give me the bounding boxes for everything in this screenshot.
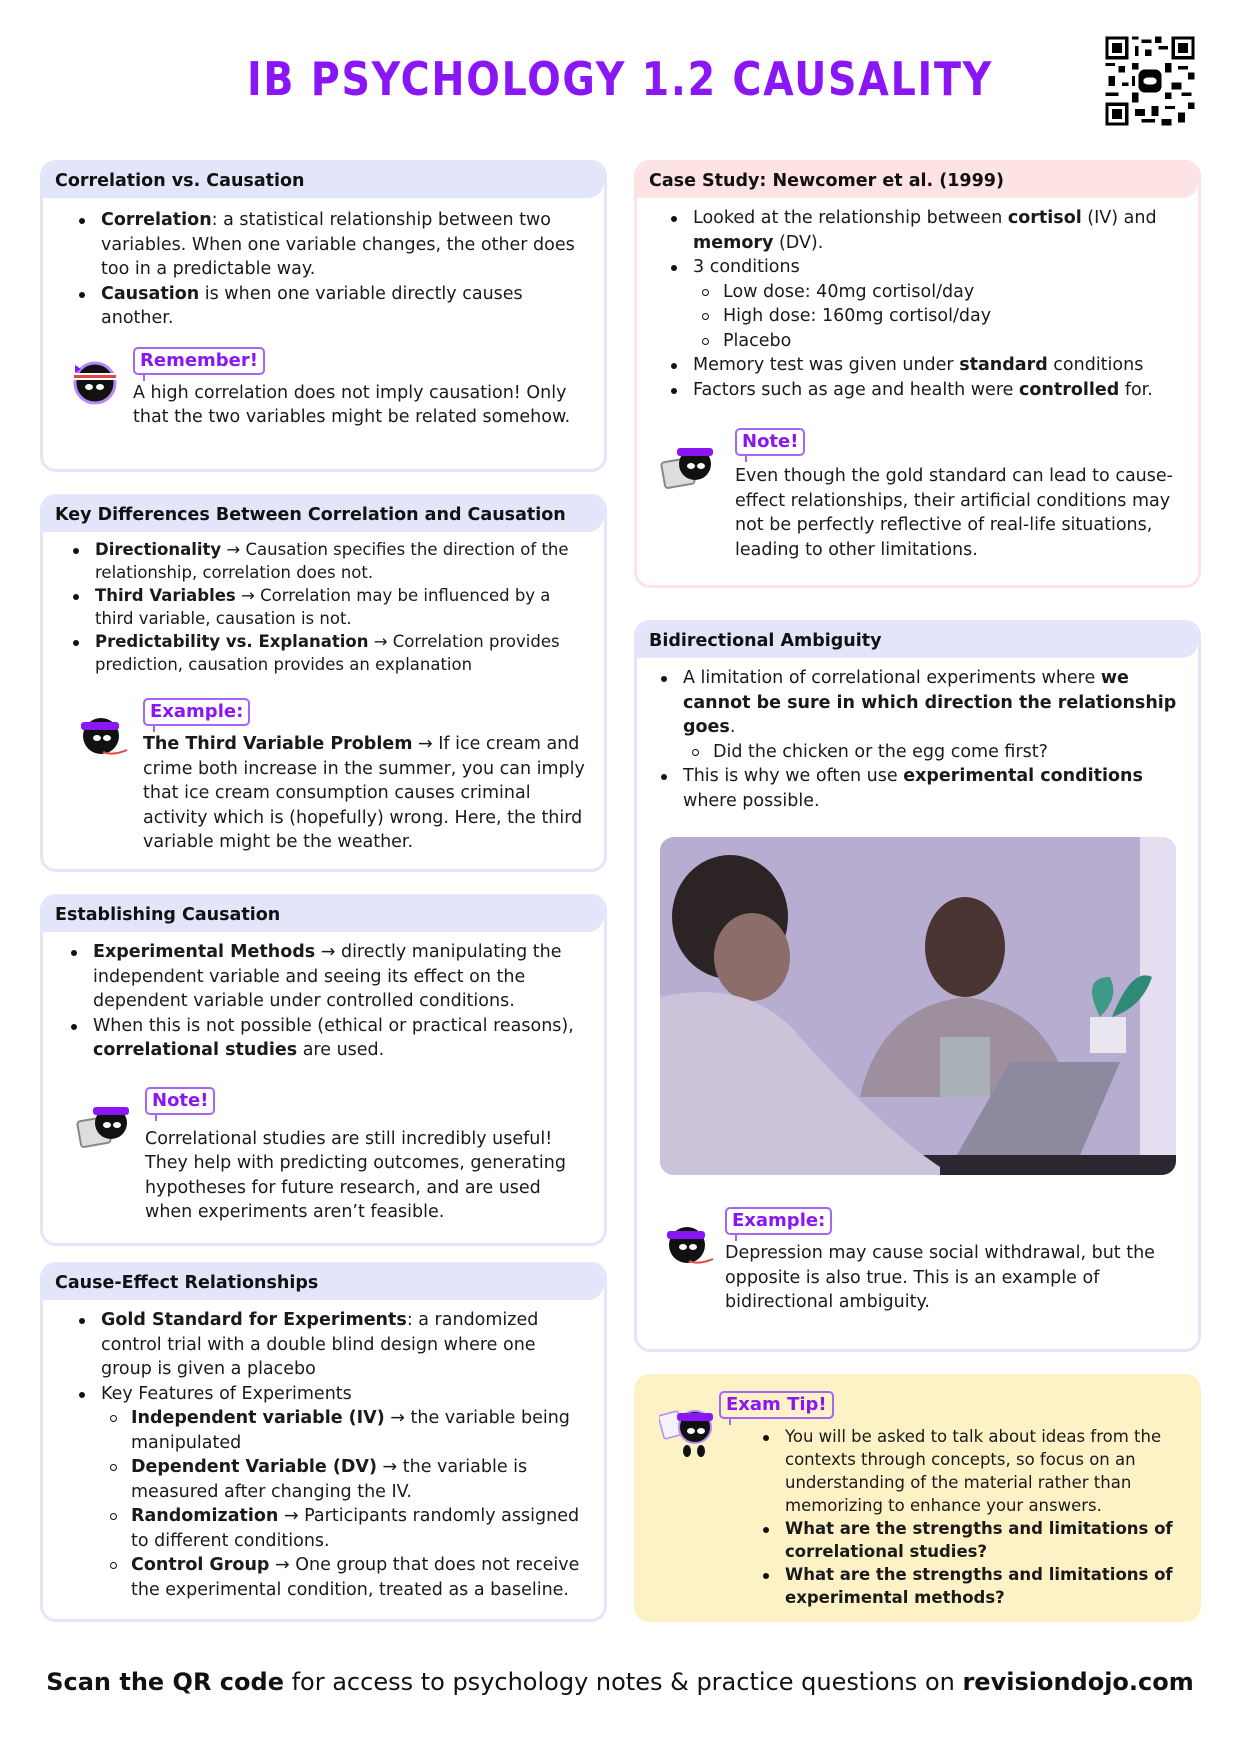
section-heading: Cause-Effect Relationships xyxy=(43,1265,604,1300)
list-item: A limitation of correlational experiments where we cannot be sure in which direction the relationship goes. Did the chicken or the egg come first? xyxy=(683,666,1182,764)
exam-tip-item: What are the strengths and limitations of experimental methods? xyxy=(785,1563,1198,1609)
section-heading: Key Differences Between Correlation and Causation xyxy=(43,497,604,532)
footer-website-link[interactable]: revisiondojo.com xyxy=(962,1668,1194,1696)
list-item: Predictability vs. Explanation → Correlation provides prediction, causation provides an explanation xyxy=(95,630,588,676)
callout-text: Even though the gold standard can lead to cause-effect relationships, their artificial conditions may not be perfectly reflective of real-life situations, leading to other limitations. xyxy=(735,466,1173,560)
remember-callout xyxy=(59,347,588,430)
ninja-mascot-icon xyxy=(659,434,719,496)
list-item: Looked at the relationship between cortisol (IV) and memory (DV). xyxy=(693,206,1182,255)
callout-tag: Note! xyxy=(145,1087,215,1115)
list-item: Third Variables → Correlation may be influenced by a third variable, causation is not. xyxy=(95,584,588,630)
sub-list-item: Independent variable (IV) → the variable being manipulated xyxy=(131,1406,588,1455)
ninja-mascot-icon xyxy=(75,1093,135,1155)
list-item: Causation is when one variable directly causes another. xyxy=(101,282,588,331)
card-cause-effect xyxy=(40,1262,607,1622)
list-item: Memory test was given under standard conditions xyxy=(693,353,1182,378)
exam-tip-item: You will be asked to talk about ideas from the contexts through concepts, so focus on an understanding of the material rather than memorizing to enhance your answers. xyxy=(785,1425,1198,1517)
footer-cta: Scan the QR code xyxy=(46,1668,284,1696)
sub-list-item: Control Group → One group that does not receive the experimental condition, treated as a baseline. xyxy=(131,1553,588,1602)
list-item: Factors such as age and health were controlled for. xyxy=(693,378,1182,403)
section-heading: Establishing Causation xyxy=(43,897,604,932)
sub-list-item: Dependent Variable (DV) → the variable is measured after changing the IV. xyxy=(131,1455,588,1504)
exam-tip-callout xyxy=(637,1391,1198,1609)
condition-item: Placebo xyxy=(723,329,1182,354)
card-establishing-causation xyxy=(40,894,607,1246)
callout-tag: Note! xyxy=(735,428,805,456)
example-callout xyxy=(653,1207,1182,1315)
callout-tag: Example: xyxy=(143,698,250,726)
callout-tag: Example: xyxy=(725,1207,832,1235)
condition-item: Low dose: 40mg cortisol/day xyxy=(723,280,1182,305)
card-key-differences xyxy=(40,494,607,872)
list-item: Key Features of Experiments Independent variable (IV) → the variable being manipulated Dependent Variable (DV) → the variable is measured after changing the IV. Randomization → Participants randomly assigned to different conditions. Control Group → One group that does not receive the experimental condition, treated as a baseline. xyxy=(101,1382,588,1603)
list-item: Correlation: a statistical relationship between two variables. When one variable changes, the other does too in a predictable way. xyxy=(101,208,588,282)
photo-scene xyxy=(660,837,1176,1175)
callout-text: The Third Variable Problem → If ice cream and crime both increase in the summer, you can imply that ice cream consumption causes criminal activity which is (hopefully) wrong. Here, the third variable might be the weather. xyxy=(143,734,585,852)
condition-item: High dose: 160mg cortisol/day xyxy=(723,304,1182,329)
section-heading: Bidirectional Ambiguity xyxy=(637,623,1198,658)
card-bidirectional-ambiguity xyxy=(634,620,1201,1352)
exam-tip-item: What are the strengths and limitations of correlational studies? xyxy=(785,1517,1198,1563)
callout-text: Correlational studies are still incredibly useful! They help with predicting outcomes, generating hypotheses for future research, and are used when experiments aren’t feasible. xyxy=(145,1128,566,1222)
page-title: IB PSYCHOLOGY 1.2 CAUSALITY xyxy=(246,52,994,106)
sub-list-item: Did the chicken or the egg come first? xyxy=(713,740,1182,765)
note-callout xyxy=(653,428,1182,562)
callout-tag: Remember! xyxy=(133,347,265,375)
illustration-photo xyxy=(660,837,1176,1175)
list-item: 3 conditions Low dose: 40mg cortisol/day High dose: 160mg cortisol/day Placebo xyxy=(693,255,1182,353)
card-exam-tip xyxy=(634,1374,1201,1622)
ninja-mascot-icon xyxy=(65,351,125,413)
ninja-mascot-icon xyxy=(659,1399,719,1461)
note-callout xyxy=(59,1087,588,1225)
qr-code[interactable] xyxy=(1102,33,1198,129)
list-item: Experimental Methods → directly manipulating the independent variable and seeing its effect on the dependent variable under controlled conditions. xyxy=(93,940,588,1014)
callout-text: A high correlation does not imply causation! Only that the two variables might be related somehow. xyxy=(133,382,571,427)
ninja-mascot-icon xyxy=(73,704,133,766)
card-correlation-vs-causation xyxy=(40,160,607,472)
section-heading: Case Study: Newcomer et al. (1999) xyxy=(637,163,1198,198)
callout-tag: Exam Tip! xyxy=(719,1391,834,1419)
section-heading: Correlation vs. Causation xyxy=(43,163,604,198)
card-case-study xyxy=(634,160,1201,588)
list-item: Directionality → Causation specifies the direction of the relationship, correlation does not. xyxy=(95,538,588,584)
ninja-mascot-icon xyxy=(659,1213,719,1275)
list-item: Gold Standard for Experiments: a randomized control trial with a double blind design where one group is given a placebo xyxy=(101,1308,588,1382)
callout-text: Depression may cause social withdrawal, but the opposite is also true. This is an example of bidirectional ambiguity. xyxy=(725,1243,1155,1312)
list-item: When this is not possible (ethical or practical reasons), correlational studies are used. xyxy=(93,1014,588,1063)
example-callout xyxy=(59,698,588,855)
list-item: This is why we often use experimental conditions where possible. xyxy=(683,764,1182,813)
sub-list-item: Randomization → Participants randomly assigned to different conditions. xyxy=(131,1504,588,1553)
footer: Scan the QR code for access to psychology notes & practice questions on revisiondojo.com xyxy=(46,1668,1194,1696)
